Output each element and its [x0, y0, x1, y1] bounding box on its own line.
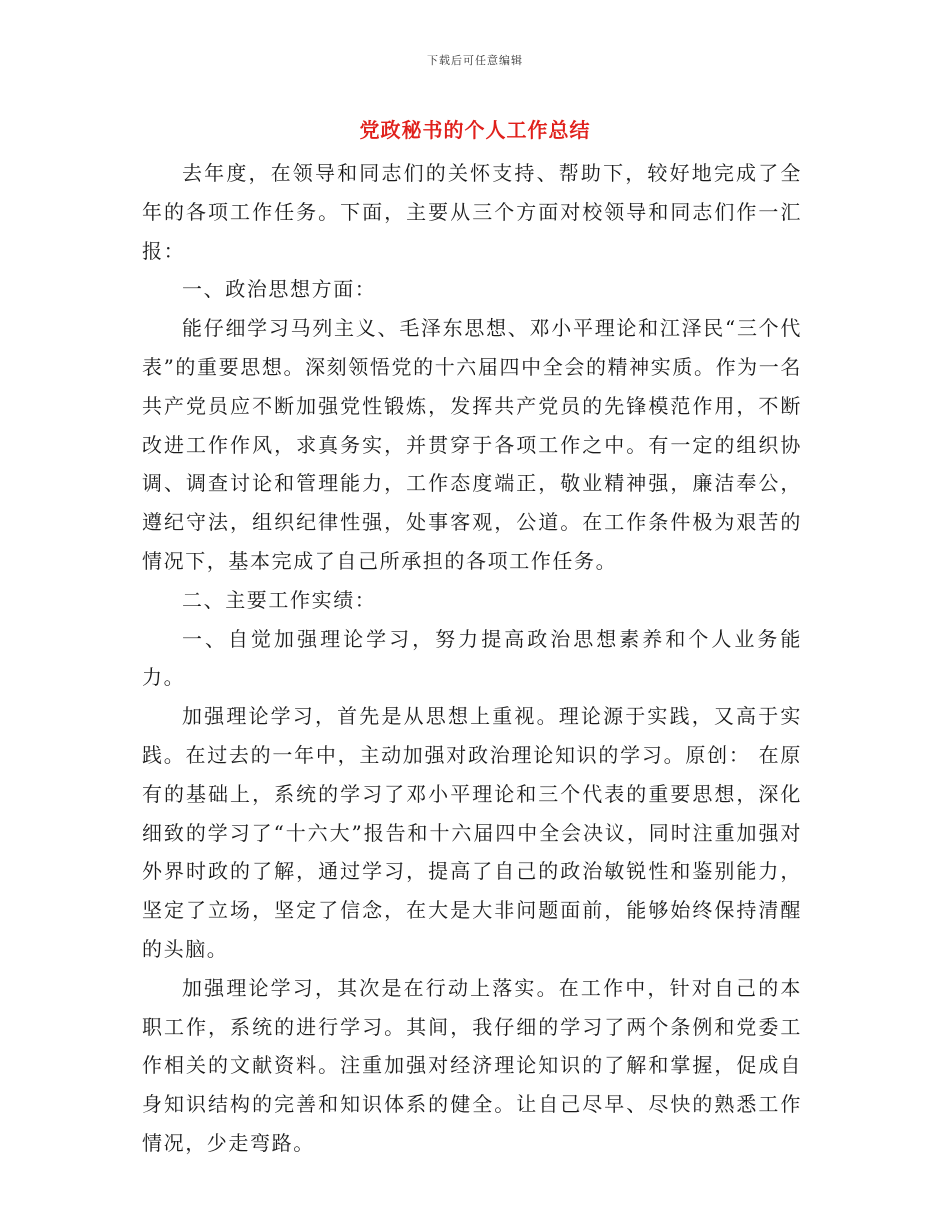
paragraph-theory-thought: 加强理论学习，首先是从思想上重视。理论源于实践，又高于实践。在过去的一年中，主动加强对政治理论知识的学习。原创： 在原有的基础上，系统的学习了邓小平理论和三个代表的重要思想，深化细致的学习了“十六大”报告和十六届四中全会决议，同时注重加强对外界时政的了解，通过学习，提高了自己的政治敏锐性和鉴别能力，坚定了立场，坚定了信念，在大是大非问题面前，能够始终保持清醒的头脑。: [142, 704, 802, 961]
section-heading-political: 一、政治思想方面：: [182, 277, 377, 302]
paragraph-theory-action: 加强理论学习，其次是在行动上落实。在工作中，针对自己的本职工作，系统的进行学习。其间，我仔细的学习了两个条例和党委工作相关的文献资料。注重加强对经济理论知识的了解和掌握，促成自身知识结构的完善和知识体系的健全。让自己尽早、尽快的熟悉工作情况，少走弯路。: [142, 975, 802, 1155]
document-body: [142, 154, 802, 1163]
document-title: 党政秘书的个人工作总结: [359, 118, 591, 142]
section-heading-achievements: 二、主要工作实绩：: [182, 587, 377, 612]
paragraph-political: 能仔细学习马列主义、毛泽东思想、邓小平理论和江泽民“三个代表”的重要思想。深刻领悟党的十六届四中全会的精神实质。作为一名共产党员应不断加强党性锻炼，发挥共产党员的先锋模范作用，不断改进工作作风，求真务实，并贯穿于各项工作之中。有一定的组织协调、调查讨论和管理能力，工作态度端正，敬业精神强，廉洁奉公，遵纪守法，组织纪律性强，处事客观，公道。在工作条件极为艰苦的情况下，基本完成了自己所承担的各项工作任务。: [142, 316, 802, 573]
subsection-heading-theory: 一、自觉加强理论学习，努力提高政治思想素养和个人业务能力。: [142, 626, 802, 690]
page-header-note: 下载后可任意编辑: [427, 54, 523, 67]
paragraph-intro: 去年度，在领导和同志们的关怀支持、帮助下，较好地完成了全年的各项工作任务。下面，主要从三个方面对校领导和同志们作一汇报：: [142, 161, 802, 263]
